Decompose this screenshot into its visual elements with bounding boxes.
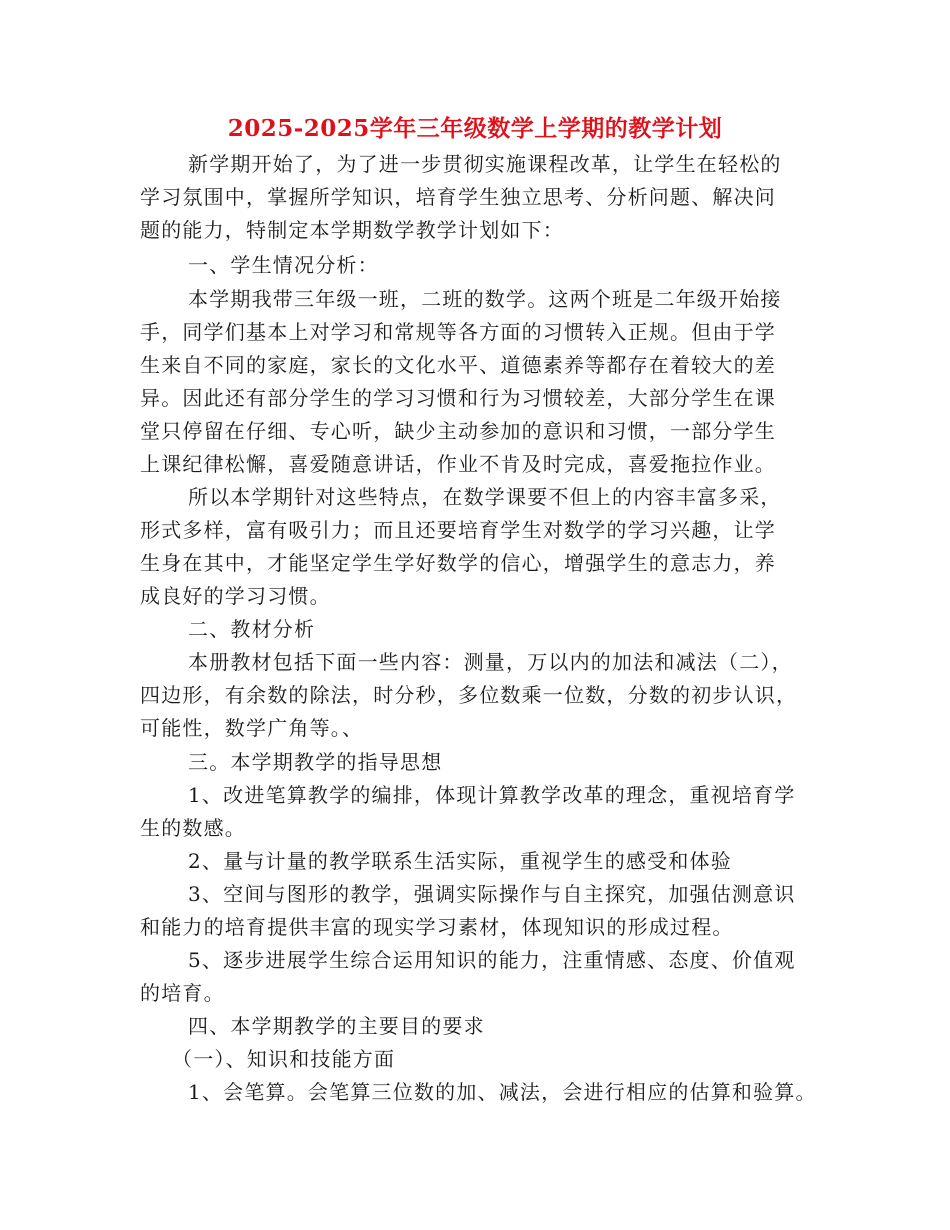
- paragraph-line: 四边形，有余数的除法，时分秒，多位数乘一位数，分数的初步认识，: [140, 683, 798, 707]
- list-item-line: 5、逐步进展学生综合运用知识的能力，注重情感、态度、价值观: [188, 948, 796, 972]
- paragraph-line: 所以本学期针对这些特点，在数学课要不但上的内容丰富多采，: [188, 485, 782, 509]
- section-heading: 三。本学期教学的指导思想: [188, 750, 443, 774]
- section-heading: 一、学生情况分析：: [188, 253, 379, 277]
- section-heading: 二、教材分析: [188, 617, 316, 641]
- paragraph-line: 学习氛围中，掌握所学知识，培育学生独立思考、分析问题、解决问: [140, 185, 776, 209]
- paragraph-line: 成良好的学习习惯。: [140, 584, 331, 608]
- subsection-heading: （一）、知识和技能方面: [172, 1047, 396, 1071]
- paragraph-line: 本册教材包括下面一些内容：测量，万以内的加法和减法（二），: [188, 650, 793, 674]
- paragraph-line: 可能性，数学广角等。、: [140, 716, 364, 740]
- list-item-line: 3、空间与图形的教学，强调实际操作与自主探究，加强估测意识: [188, 882, 796, 906]
- paragraph-line: 形式多样，富有吸引力；而且还要培育学生对数学的学习兴趣，让学: [140, 518, 776, 542]
- list-item-line: 1、改进笔算教学的编排，体现计算教学改革的理念，重视培育学: [188, 783, 796, 807]
- paragraph-line: 堂只停留在仔细、专心听，缺少主动参加的意识和习惯，一部分学生: [140, 419, 776, 443]
- paragraph-line: 上课纪律松懈，喜爱随意讲话，作业不肯及时完成，喜爱拖拉作业。: [140, 452, 776, 476]
- list-item-line: 生的数感。: [140, 816, 246, 840]
- paragraph-line: 异。因此还有部分学生的学习习惯和行为习惯较差，大部分学生在课: [140, 386, 776, 410]
- paragraph-line: 手，同学们基本上对学习和常规等各方面的习惯转入正规。但由于学: [140, 320, 776, 344]
- paragraph-line: 生来自不同的家庭，家长的文化水平、道德素养等都存在着较大的差: [140, 353, 776, 377]
- document-title: 2025-2025学年三年级数学上学期的教学计划: [227, 115, 723, 142]
- list-item-line: 的培育。: [140, 981, 225, 1005]
- list-item-line: 2、量与计量的教学联系生活实际，重视学生的感受和体验: [188, 849, 732, 873]
- list-item-line: 1、会笔算。会笔算三位数的加、减法，会进行相应的估算和验算。: [188, 1080, 817, 1104]
- paragraph-line: 题的能力，特制定本学期数学教学计划如下：: [140, 218, 564, 242]
- paragraph-line: 新学期开始了，为了进一步贯彻实施课程改革，让学生在轻松的: [188, 152, 782, 176]
- paragraph-line: 本学期我带三年级一班，二班的数学。这两个班是二年级开始接: [188, 287, 782, 311]
- section-heading: 四、本学期教学的主要目的要求: [188, 1014, 485, 1038]
- paragraph-line: 生身在其中，才能坚定学生学好数学的信心，增强学生的意志力，养: [140, 551, 776, 575]
- list-item-line: 和能力的培育提供丰富的现实学习素材，体现知识的形成过程。: [140, 915, 734, 939]
